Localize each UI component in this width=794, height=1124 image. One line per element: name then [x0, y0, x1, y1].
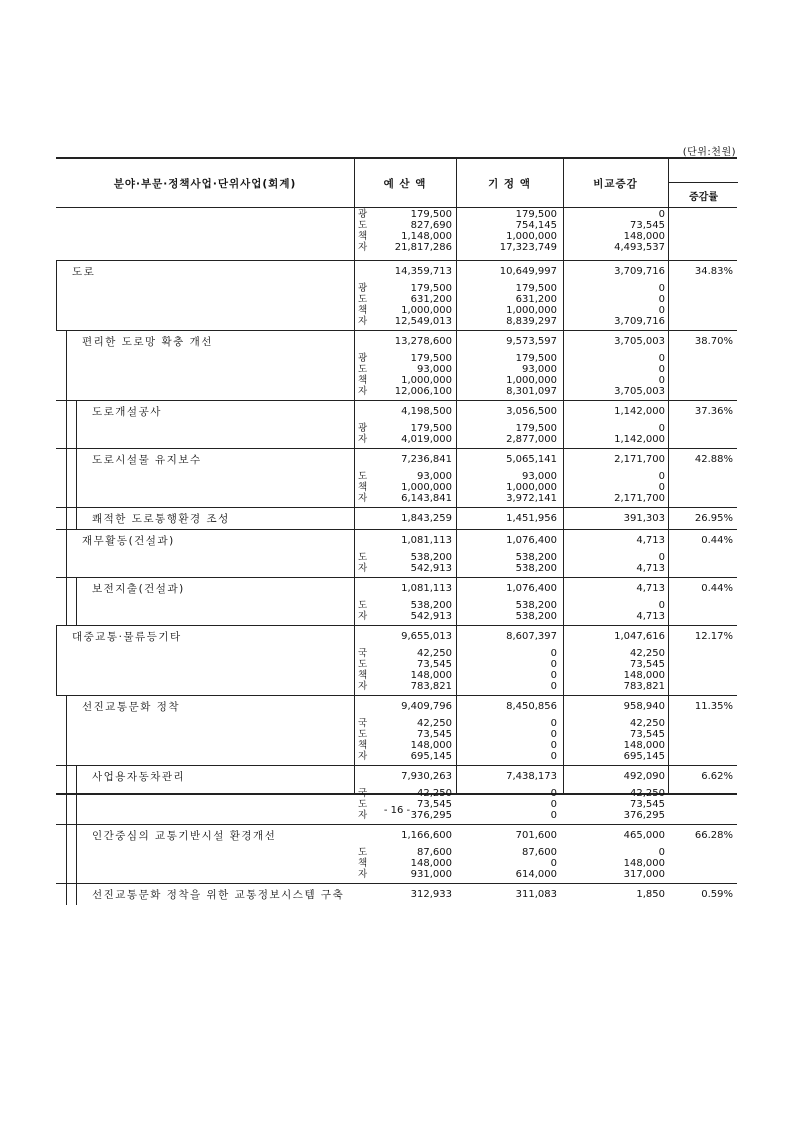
header-prev: 기 정 액 [488, 177, 531, 190]
sub-value-prev: 0 [550, 799, 557, 810]
sub-value-diff: 0 [658, 305, 665, 316]
table-row [56, 330, 737, 401]
sub-value-diff: 73,545 [630, 220, 665, 231]
sub-value-diff: 42,250 [630, 788, 665, 799]
value-prev: 311,083 [515, 889, 557, 900]
row-name: 대중교통·물류등기타 [72, 631, 182, 643]
value-rate: 38.70% [694, 336, 733, 347]
row-name: 선진교통문화 정착을 위한 교통정보시스템 구축 [92, 889, 345, 901]
fund-type-tag: 국 [358, 788, 368, 799]
fund-type-tag: 자 [358, 611, 368, 622]
sub-value-prev: 179,500 [515, 209, 557, 220]
sub-value-diff: 0 [658, 423, 665, 434]
sub-value-diff: 0 [658, 364, 665, 375]
sub-value-prev: 93,000 [522, 364, 557, 375]
fund-type-tag: 도 [358, 659, 368, 670]
sub-value-budget: 1,000,000 [401, 375, 452, 386]
sub-value-budget: 42,250 [417, 788, 452, 799]
hierarchy-guide [66, 448, 67, 507]
sub-value-budget: 93,000 [417, 364, 452, 375]
fund-type-tag: 자 [358, 563, 368, 574]
sub-value-budget: 1,148,000 [401, 231, 452, 242]
value-prev: 1,076,400 [506, 583, 557, 594]
sub-value-budget: 73,545 [417, 729, 452, 740]
fund-type-tag: 도 [358, 729, 368, 740]
fund-type-tag: 도 [358, 220, 368, 231]
row-name: 사업용자동차관리 [92, 771, 186, 783]
sub-value-diff: 3,705,003 [614, 386, 665, 397]
sub-value-diff: 317,000 [623, 869, 665, 880]
hierarchy-guide [76, 448, 77, 507]
table-row [56, 507, 737, 530]
fund-type-tag: 국 [358, 718, 368, 729]
row-name: 도로 [72, 266, 96, 278]
table-row [56, 765, 737, 825]
fund-type-tag: 국 [358, 648, 368, 659]
sub-value-budget: 631,200 [410, 294, 452, 305]
fund-type-tag: 도 [358, 294, 368, 305]
table-row [56, 883, 737, 906]
header-diff: 비교증감 [593, 177, 638, 190]
sub-value-budget: 179,500 [410, 353, 452, 364]
value-diff: 1,850 [636, 889, 665, 900]
table-row [56, 529, 737, 578]
sub-value-diff: 148,000 [623, 740, 665, 751]
fund-type-tag: 자 [358, 751, 368, 762]
sub-value-budget: 42,250 [417, 648, 452, 659]
value-prev: 10,649,997 [499, 266, 557, 277]
sub-value-diff: 695,145 [623, 751, 665, 762]
value-prev: 1,451,956 [506, 513, 557, 524]
value-budget: 1,843,259 [401, 513, 452, 524]
value-budget: 1,081,113 [401, 583, 452, 594]
hierarchy-guide [66, 400, 67, 448]
fund-type-tag: 자 [358, 434, 368, 445]
value-diff: 3,705,003 [614, 336, 665, 347]
fund-type-tag: 자 [358, 681, 368, 692]
sub-value-diff: 0 [658, 552, 665, 563]
sub-value-diff: 4,493,537 [614, 242, 665, 253]
budget-table [56, 157, 737, 901]
fund-type-tag: 책 [358, 670, 368, 681]
sub-value-budget: 1,000,000 [401, 482, 452, 493]
sub-value-budget: 376,295 [410, 810, 452, 821]
value-diff: 2,171,700 [614, 454, 665, 465]
sub-value-prev: 0 [550, 681, 557, 692]
fund-type-tag: 도 [358, 799, 368, 810]
sub-value-prev: 538,200 [515, 611, 557, 622]
row-name: 보전지출(건설과) [92, 583, 185, 595]
value-prev: 1,076,400 [506, 535, 557, 546]
header-name: 분야·부문·정책사업·단위사업(회계) [113, 177, 297, 190]
value-rate: 0.59% [701, 889, 733, 900]
fund-type-tag: 책 [358, 305, 368, 316]
sub-value-diff: 0 [658, 847, 665, 858]
fund-type-tag: 책 [358, 482, 368, 493]
value-diff: 4,713 [636, 583, 665, 594]
sub-value-diff: 148,000 [623, 858, 665, 869]
table-row [56, 207, 737, 260]
sub-value-prev: 179,500 [515, 423, 557, 434]
sub-value-prev: 87,600 [522, 847, 557, 858]
table-row [56, 695, 737, 766]
sub-value-budget: 73,545 [417, 799, 452, 810]
sub-value-prev: 0 [550, 751, 557, 762]
sub-value-prev: 1,000,000 [506, 375, 557, 386]
hierarchy-guide [66, 695, 67, 765]
sub-value-budget: 12,006,100 [394, 386, 452, 397]
fund-type-tag: 자 [358, 242, 368, 253]
value-prev: 5,065,141 [506, 454, 557, 465]
sub-value-prev: 8,301,097 [506, 386, 557, 397]
row-name: 쾌적한 도로통행환경 조성 [92, 513, 230, 525]
hierarchy-guide [66, 529, 67, 577]
sub-value-diff: 42,250 [630, 718, 665, 729]
value-diff: 465,000 [623, 830, 665, 841]
row-name: 선진교통문화 정착 [82, 701, 180, 713]
sub-value-diff: 0 [658, 283, 665, 294]
sub-value-budget: 179,500 [410, 283, 452, 294]
hierarchy-guide [56, 625, 57, 695]
sub-value-budget: 148,000 [410, 740, 452, 751]
sub-value-prev: 2,877,000 [506, 434, 557, 445]
sub-value-diff: 73,545 [630, 659, 665, 670]
fund-type-tag: 도 [358, 600, 368, 611]
sub-value-budget: 73,545 [417, 659, 452, 670]
sub-value-budget: 783,821 [410, 681, 452, 692]
sub-value-diff: 73,545 [630, 799, 665, 810]
sub-value-prev: 1,000,000 [506, 305, 557, 316]
hierarchy-guide [56, 260, 57, 330]
value-prev: 701,600 [515, 830, 557, 841]
sub-value-diff: 3,709,716 [614, 316, 665, 327]
sub-value-prev: 0 [550, 648, 557, 659]
sub-value-prev: 8,839,297 [506, 316, 557, 327]
hierarchy-guide [76, 824, 77, 883]
sub-value-budget: 179,500 [410, 209, 452, 220]
sub-value-budget: 538,200 [410, 600, 452, 611]
sub-value-prev: 0 [550, 858, 557, 869]
fund-type-tag: 자 [358, 316, 368, 327]
value-prev: 8,607,397 [506, 631, 557, 642]
sub-value-budget: 148,000 [410, 670, 452, 681]
unit-label: (단위:천원) [682, 147, 736, 158]
fund-type-tag: 책 [358, 740, 368, 751]
sub-value-diff: 148,000 [623, 231, 665, 242]
sub-value-prev: 179,500 [515, 353, 557, 364]
fund-type-tag: 책 [358, 231, 368, 242]
value-budget: 14,359,713 [394, 266, 452, 277]
fund-type-tag: 자 [358, 869, 368, 880]
sub-value-diff: 4,713 [636, 563, 665, 574]
sub-value-prev: 0 [550, 670, 557, 681]
sub-value-budget: 179,500 [410, 423, 452, 434]
table-header [56, 159, 737, 208]
fund-type-tag: 광 [358, 283, 368, 294]
value-budget: 1,081,113 [401, 535, 452, 546]
sub-value-prev: 0 [550, 740, 557, 751]
value-prev: 8,450,856 [506, 701, 557, 712]
value-diff: 3,709,716 [614, 266, 665, 277]
table-row [56, 400, 737, 449]
sub-value-prev: 614,000 [515, 869, 557, 880]
fund-type-tag: 도 [358, 471, 368, 482]
row-name: 도로개설공사 [92, 406, 162, 418]
page-number: - 16 - [383, 805, 411, 816]
row-name: 편리한 도로망 확충 개선 [82, 336, 213, 348]
sub-value-budget: 12,549,013 [394, 316, 452, 327]
value-diff: 492,090 [623, 771, 665, 782]
fund-type-tag: 광 [358, 353, 368, 364]
value-budget: 13,278,600 [394, 336, 452, 347]
table-row [56, 625, 737, 696]
header-rate: 증감률 [668, 182, 738, 207]
value-rate: 37.36% [694, 406, 733, 417]
sub-value-budget: 827,690 [410, 220, 452, 231]
fund-type-tag: 자 [358, 493, 368, 504]
sub-value-prev: 631,200 [515, 294, 557, 305]
sub-value-budget: 148,000 [410, 858, 452, 869]
sub-value-budget: 87,600 [417, 847, 452, 858]
sub-value-budget: 695,145 [410, 751, 452, 762]
sub-value-diff: 0 [658, 294, 665, 305]
value-rate: 34.83% [694, 266, 733, 277]
value-rate: 6.62% [701, 771, 733, 782]
sub-value-budget: 4,019,000 [401, 434, 452, 445]
sub-value-budget: 1,000,000 [401, 305, 452, 316]
sub-value-diff: 376,295 [623, 810, 665, 821]
sub-value-prev: 0 [550, 729, 557, 740]
value-rate: 42.88% [694, 454, 733, 465]
sub-value-prev: 179,500 [515, 283, 557, 294]
sub-value-diff: 0 [658, 471, 665, 482]
sub-value-diff: 783,821 [623, 681, 665, 692]
hierarchy-guide [66, 507, 67, 529]
hierarchy-guide [76, 507, 77, 529]
sub-value-prev: 1,000,000 [506, 482, 557, 493]
value-diff: 391,303 [623, 513, 665, 524]
fund-type-tag: 도 [358, 364, 368, 375]
sub-value-diff: 0 [658, 600, 665, 611]
value-rate: 66.28% [694, 830, 733, 841]
sub-value-prev: 0 [550, 788, 557, 799]
table-row [56, 260, 737, 331]
value-diff: 1,142,000 [614, 406, 665, 417]
fund-type-tag: 광 [358, 423, 368, 434]
table-row [56, 577, 737, 626]
value-rate: 12.17% [694, 631, 733, 642]
sub-value-prev: 93,000 [522, 471, 557, 482]
sub-value-diff: 73,545 [630, 729, 665, 740]
hierarchy-guide [76, 577, 77, 625]
fund-type-tag: 자 [358, 810, 368, 821]
hierarchy-guide [66, 330, 67, 400]
sub-value-prev: 0 [550, 718, 557, 729]
value-budget: 7,930,263 [401, 771, 452, 782]
sub-value-diff: 0 [658, 353, 665, 364]
sub-value-diff: 4,713 [636, 611, 665, 622]
fund-type-tag: 책 [358, 858, 368, 869]
sub-value-prev: 3,972,141 [506, 493, 557, 504]
sub-value-budget: 21,817,286 [394, 242, 452, 253]
fund-type-tag: 자 [358, 386, 368, 397]
sub-value-prev: 0 [550, 659, 557, 670]
fund-type-tag: 광 [358, 209, 368, 220]
value-budget: 312,933 [410, 889, 452, 900]
hierarchy-guide [66, 883, 67, 905]
row-name: 재무활동(건설과) [82, 535, 175, 547]
table-row [56, 824, 737, 884]
sub-value-prev: 538,200 [515, 563, 557, 574]
value-diff: 4,713 [636, 535, 665, 546]
sub-value-prev: 754,145 [515, 220, 557, 231]
sub-value-budget: 42,250 [417, 718, 452, 729]
value-diff: 1,047,616 [614, 631, 665, 642]
value-rate: 26.95% [694, 513, 733, 524]
value-prev: 7,438,173 [506, 771, 557, 782]
hierarchy-guide [76, 400, 77, 448]
value-budget: 7,236,841 [401, 454, 452, 465]
sub-value-budget: 538,200 [410, 552, 452, 563]
sub-value-prev: 538,200 [515, 600, 557, 611]
value-diff: 958,940 [623, 701, 665, 712]
value-rate: 0.44% [701, 535, 733, 546]
sub-value-diff: 0 [658, 209, 665, 220]
sub-value-budget: 931,000 [410, 869, 452, 880]
value-budget: 4,198,500 [401, 406, 452, 417]
header-budget: 예 산 액 [383, 177, 427, 190]
hierarchy-guide [66, 577, 67, 625]
sub-value-diff: 2,171,700 [614, 493, 665, 504]
value-budget: 9,409,796 [401, 701, 452, 712]
table-row [56, 448, 737, 508]
value-budget: 9,655,013 [401, 631, 452, 642]
hierarchy-guide [76, 883, 77, 905]
sub-value-budget: 542,913 [410, 563, 452, 574]
sub-value-diff: 0 [658, 482, 665, 493]
sub-value-budget: 6,143,841 [401, 493, 452, 504]
fund-type-tag: 도 [358, 552, 368, 563]
sub-value-diff: 42,250 [630, 648, 665, 659]
value-prev: 3,056,500 [506, 406, 557, 417]
value-rate: 11.35% [694, 701, 733, 712]
fund-type-tag: 책 [358, 375, 368, 386]
sub-value-budget: 542,913 [410, 611, 452, 622]
sub-value-prev: 17,323,749 [499, 242, 557, 253]
value-budget: 1,166,600 [401, 830, 452, 841]
value-rate: 0.44% [701, 583, 733, 594]
sub-value-budget: 93,000 [417, 471, 452, 482]
fund-type-tag: 도 [358, 847, 368, 858]
sub-value-diff: 0 [658, 375, 665, 386]
sub-value-prev: 1,000,000 [506, 231, 557, 242]
sub-value-prev: 538,200 [515, 552, 557, 563]
value-prev: 9,573,597 [506, 336, 557, 347]
hierarchy-guide [66, 824, 67, 883]
row-name: 인간중심의 교통기반시설 환경개선 [92, 830, 277, 842]
row-name: 도로시설물 유지보수 [92, 454, 202, 466]
sub-value-diff: 1,142,000 [614, 434, 665, 445]
sub-value-diff: 148,000 [623, 670, 665, 681]
sub-value-prev: 0 [550, 810, 557, 821]
